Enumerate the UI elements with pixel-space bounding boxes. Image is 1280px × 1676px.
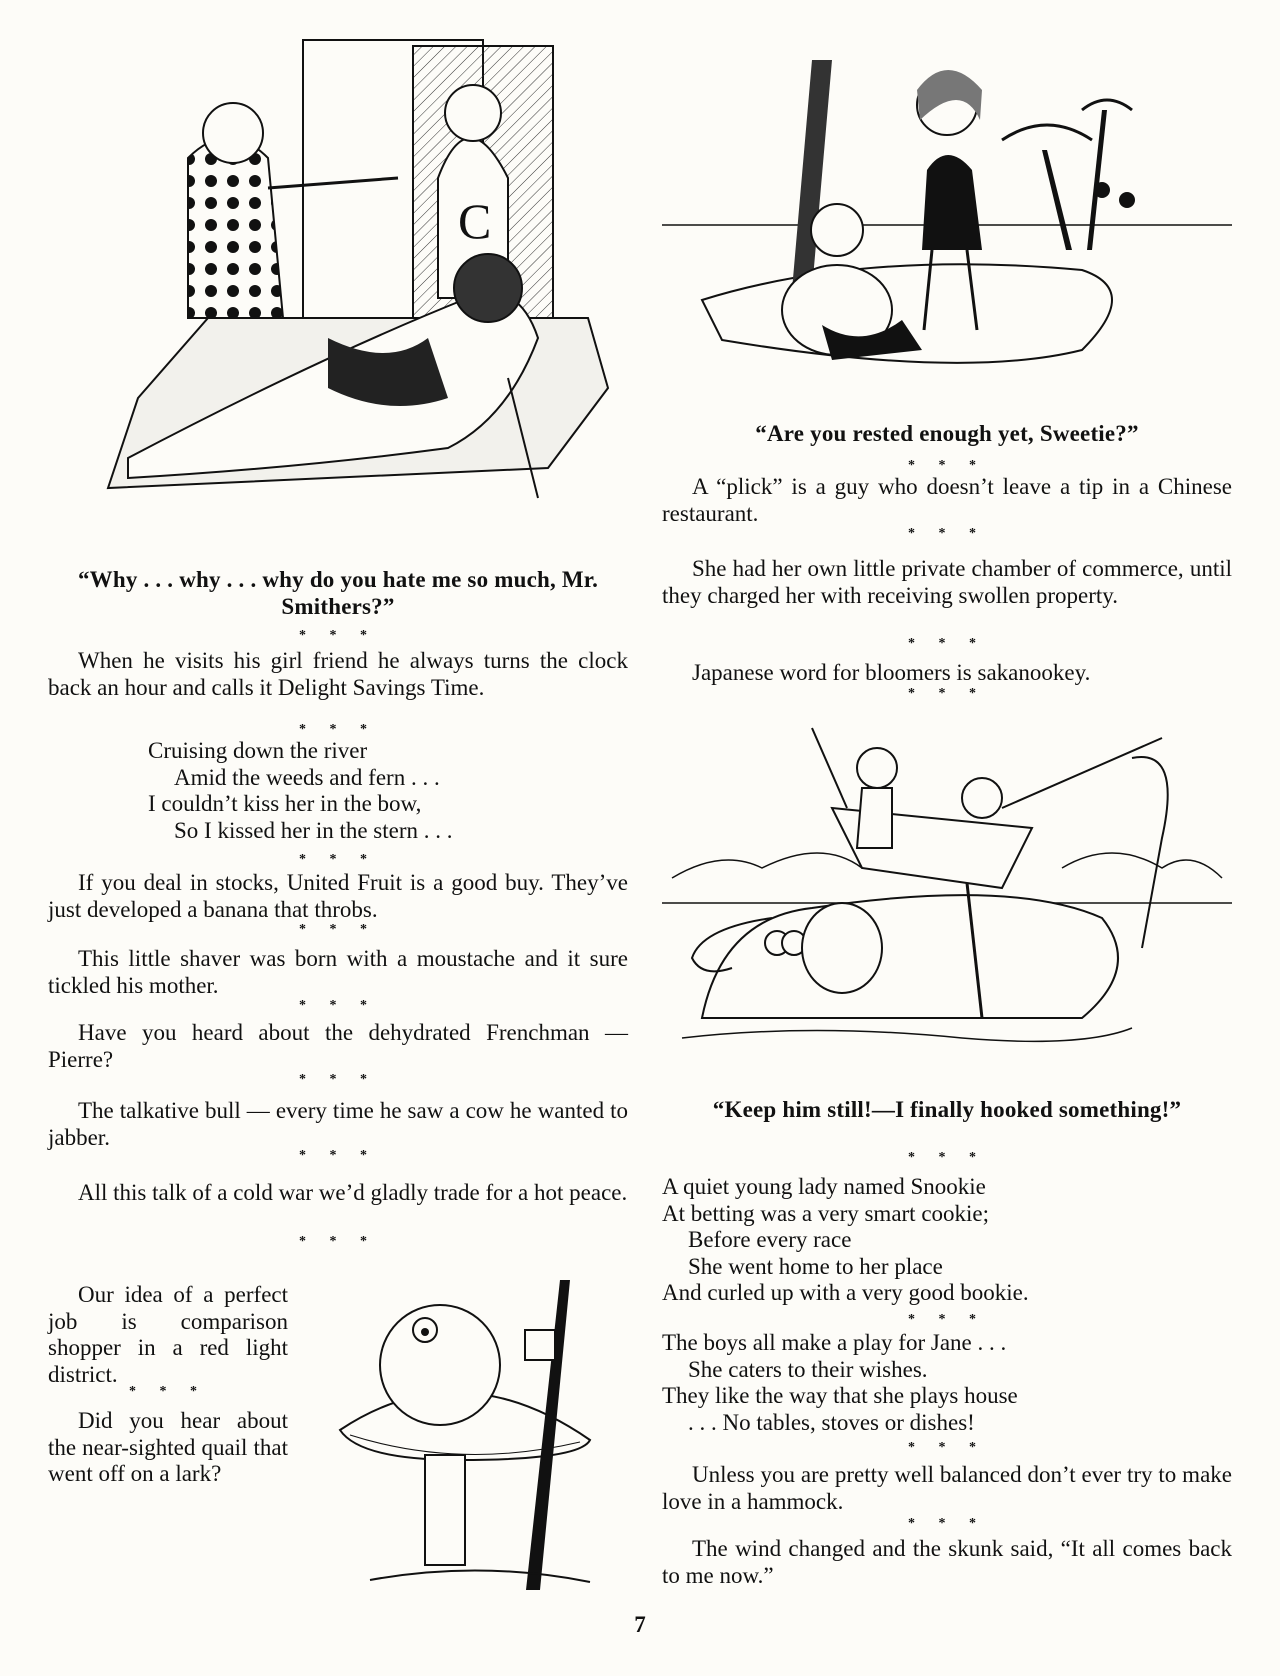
separator-stars: * * *: [908, 636, 986, 651]
separator-stars: * * *: [908, 458, 986, 473]
joke-fruit: If you deal in stocks, United Fruit is a good buy. They’ve just developed a banana that throbs.: [48, 870, 628, 922]
joke-pierre: Have you heard about the dehydrated Frenchman — Pierre?: [48, 1020, 628, 1072]
joke-hammock: Unless you are pretty well balanced don’t ever try to make love in a hammock.: [662, 1462, 1232, 1514]
verse-line: She went home to her place: [688, 1253, 943, 1279]
separator-stars: * * *: [908, 1516, 986, 1531]
svg-text:C: C: [458, 193, 492, 249]
verse-line: And curled up with a very good bookie.: [662, 1280, 1029, 1305]
page-number: 7: [634, 1612, 646, 1637]
separator-stars: * * *: [908, 686, 986, 701]
verse-line: At betting was a very smart cookie;: [662, 1200, 990, 1226]
separator-stars: * * *: [299, 1234, 377, 1249]
separator-stars: * * *: [299, 722, 377, 737]
verse-line: Cruising down the river: [148, 738, 368, 763]
separator-stars: * * *: [908, 526, 986, 541]
cartoon-frog-mushroom-icon: [330, 1270, 628, 1598]
separator-stars: * * *: [299, 852, 377, 867]
cartoon-man-pointing-couch-icon: [68, 38, 628, 558]
verse-line: A quiet young lady named Snookie: [662, 1174, 986, 1199]
cartoon-elephant: [662, 718, 1232, 1058]
verse-line: They like the way that she plays house: [662, 1383, 1018, 1408]
verse-river: [148, 738, 568, 844]
verse-line: Before every race: [688, 1227, 852, 1252]
separator-stars: * * *: [908, 1312, 986, 1327]
cartoon-island: [662, 50, 1232, 380]
separator-stars: * * *: [129, 1384, 207, 1399]
separator-stars: * * *: [299, 922, 377, 937]
cartoon-smithers: [68, 38, 628, 558]
separator-stars: * * *: [908, 1440, 986, 1455]
joke-job: Our idea of a perfect job is comparison shopper in a red light district.: [48, 1282, 288, 1387]
joke-war: All this talk of a cold war we’d gladly trade for a hot peace.: [78, 1180, 628, 1205]
verse-line: Amid the weeds and fern . . .: [174, 764, 440, 790]
verse-line: The boys all make a play for Jane . . .: [662, 1330, 1007, 1355]
verse-line: So I kissed her in the stern . . .: [174, 817, 453, 843]
joke-bull: The talkative bull — every time he saw a cow he wanted to jabber.: [48, 1098, 628, 1150]
joke-plick: A “plick” is a guy who doesn’t leave a tip in a Chinese restaurant.: [662, 474, 1232, 526]
joke-skunk: The wind changed and the skunk said, “It all comes back to me now.”: [662, 1536, 1232, 1588]
joke-bloomers: Japanese word for bloomers is sakanookey.: [692, 660, 1091, 685]
cartoon-elephant-fishing-icon: [662, 718, 1232, 1058]
verse-line: She caters to their wishes.: [688, 1356, 928, 1382]
joke-shaver: This little shaver was born with a moustache and it sure tickled his mother.: [48, 946, 628, 998]
separator-stars: * * *: [299, 628, 377, 643]
joke-chamber: She had her own little private chamber of commerce, until they charged her with receiving swollen property.: [662, 556, 1232, 608]
caption-elephant: “Keep him still!—I finally hooked something!”: [712, 1097, 1182, 1122]
joke-quail: Did you hear about the near-sighted quail that went off on a lark?: [48, 1408, 288, 1486]
verse-snookie: [662, 1174, 1232, 1307]
separator-stars: * * *: [299, 1072, 377, 1087]
separator-stars: * * *: [299, 998, 377, 1013]
joke-daylight: When he visits his girl friend he always turns the clock back an hour and calls it Delight Savings Time.: [48, 648, 628, 700]
verse-line: . . . No tables, stoves or dishes!: [688, 1409, 975, 1435]
cartoon-desert-island-icon: [662, 50, 1232, 380]
cartoon-frog: [330, 1270, 628, 1598]
separator-stars: * * *: [908, 1150, 986, 1165]
caption-island: “Are you rested enough yet, Sweetie?”: [755, 421, 1139, 446]
caption-smithers: “Why . . . why . . . why do you hate me so much, Mr. Smithers?”: [77, 567, 599, 619]
separator-stars: * * *: [299, 1148, 377, 1163]
verse-jane: [662, 1330, 1232, 1436]
verse-line: I couldn’t kiss her in the bow,: [148, 791, 422, 816]
